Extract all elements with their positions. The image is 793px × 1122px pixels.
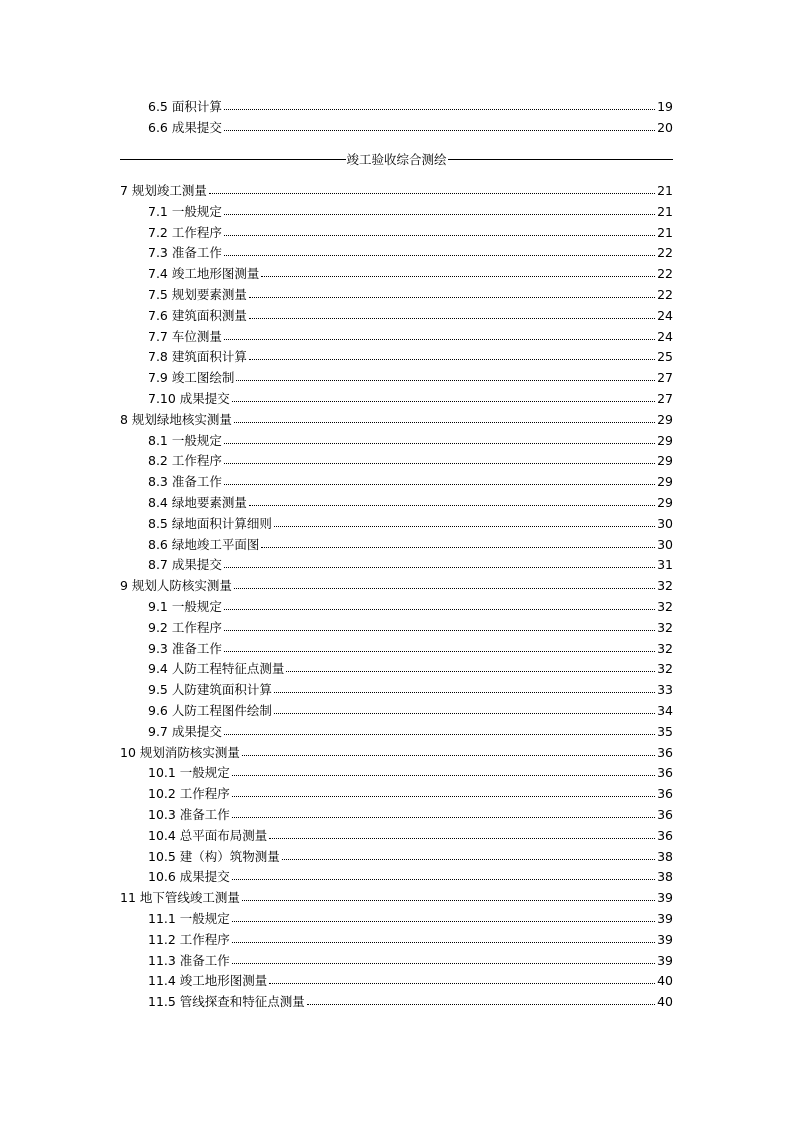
toc-entry[interactable] (148, 326, 673, 347)
toc-entry-page-number: 21 (657, 224, 673, 240)
toc-entry-page-number: 20 (657, 120, 673, 135)
toc-entry-page-number: 29 (657, 453, 673, 469)
toc-dot-leader (249, 283, 655, 298)
toc-entry-label: 7.9 竣工图绘制 (148, 370, 235, 386)
toc-entry-page-number: 32 (657, 640, 673, 656)
toc-entry-page-number: 38 (657, 848, 673, 864)
toc-entry[interactable] (148, 783, 673, 804)
toc-entry-label: 8.3 准备工作 (148, 474, 222, 490)
toc-entry-label: 9.7 成果提交 (148, 723, 222, 739)
toc-entry-label: 9.3 准备工作 (148, 640, 222, 656)
toc-entry-label: 7.4 竣工地形图测量 (148, 266, 260, 282)
toc-entry-page-number: 36 (657, 786, 673, 802)
toc-dot-leader (232, 928, 655, 943)
toc-entry-page-number: 35 (657, 723, 673, 739)
toc-entry[interactable] (148, 117, 673, 138)
toc-entry-label: 9 规划人防核实测量 (120, 578, 232, 594)
toc-entry-label: 8.1 一般规定 (148, 432, 222, 448)
toc-entry-page-number: 32 (657, 599, 673, 614)
toc-entry-label: 7.8 建筑面积计算 (148, 349, 247, 365)
toc-dot-leader (224, 325, 655, 340)
toc-entry-label: 7.2 工作程序 (148, 224, 222, 240)
toc-dot-leader (249, 345, 655, 360)
toc-entry[interactable] (148, 367, 673, 388)
toc-entry-label: 9.6 人防工程图件绘制 (148, 703, 272, 718)
toc-dot-leader (224, 241, 655, 256)
toc-entry-page-number: 19 (657, 99, 673, 114)
toc-entry-label: 8.4 绿地要素测量 (148, 495, 247, 510)
toc-entry[interactable] (148, 430, 673, 451)
toc-dot-leader (232, 761, 655, 776)
toc-dot-leader (224, 95, 655, 110)
toc-dot-leader (307, 990, 655, 1005)
toc-entry-page-number: 21 (657, 203, 673, 219)
toc-dot-leader (224, 449, 655, 464)
toc-entry-page-number: 36 (657, 744, 673, 760)
toc-dot-leader (274, 678, 655, 693)
toc-entry[interactable] (148, 284, 673, 305)
toc-entry-page-number: 36 (657, 807, 673, 822)
toc-entry-page-number: 22 (657, 287, 673, 302)
toc-entry-label: 8.2 工作程序 (148, 453, 222, 469)
toc-entry-page-number: 22 (657, 245, 673, 261)
toc-entry-label: 9.5 人防建筑面积计算 (148, 682, 272, 698)
toc-dot-leader (232, 907, 655, 922)
toc-entry[interactable] (148, 700, 673, 721)
toc-dot-leader (232, 865, 655, 880)
toc-entry-page-number: 29 (657, 411, 673, 427)
toc-dot-leader (249, 491, 655, 506)
toc-dot-leader (269, 824, 655, 839)
toc-entry[interactable] (148, 492, 673, 513)
toc-dot-leader (224, 116, 655, 131)
toc-entry-label: 6.5 面积计算 (148, 99, 222, 114)
toc-entry-page-number: 27 (657, 370, 673, 386)
toc-entry-label: 7.7 车位测量 (148, 328, 222, 344)
toc-entry[interactable] (148, 970, 673, 991)
toc-dot-leader (224, 637, 655, 652)
toc-entry-label: 10.5 建（构）筑物测量 (148, 848, 280, 864)
toc-dot-leader (249, 304, 655, 319)
toc-dot-leader (234, 408, 655, 423)
toc-entry-label: 11.5 管线探查和特征点测量 (148, 994, 305, 1010)
toc-entry[interactable] (148, 866, 673, 887)
toc-entry[interactable] (148, 679, 673, 700)
toc-entry[interactable] (148, 804, 673, 825)
toc-entry-label: 10.6 成果提交 (148, 869, 230, 885)
toc-entry-page-number: 36 (657, 765, 673, 781)
toc-entry[interactable] (148, 346, 673, 367)
toc-dot-leader (274, 512, 655, 527)
toc-entry[interactable] (148, 471, 673, 492)
toc-entry[interactable] (120, 887, 673, 908)
toc-entry[interactable] (148, 554, 673, 575)
section-heading-title: 竣工验收综合测绘 (346, 152, 447, 167)
toc-entry[interactable] (148, 991, 673, 1012)
toc-dot-leader (282, 845, 655, 860)
toc-entry[interactable] (120, 742, 673, 763)
toc-entry-page-number: 39 (657, 911, 673, 926)
section-heading (120, 148, 673, 170)
toc-entry[interactable] (148, 721, 673, 742)
toc-entry[interactable] (148, 929, 673, 950)
toc-entry[interactable] (148, 950, 673, 971)
toc-dot-leader (232, 387, 655, 402)
toc-dot-leader (242, 886, 655, 901)
toc-entry-page-number: 40 (657, 973, 673, 989)
toc-entry-page-number: 25 (657, 349, 673, 365)
toc-entry-page-number: 40 (657, 994, 673, 1010)
toc-entry[interactable] (120, 180, 673, 201)
toc-entry-label: 11 地下管线竣工测量 (120, 890, 240, 906)
toc-entry-label: 9.2 工作程序 (148, 619, 222, 635)
toc-entry[interactable] (148, 658, 673, 679)
toc-dot-leader (224, 553, 655, 568)
toc-entry-page-number: 39 (657, 952, 673, 968)
toc-entry[interactable] (148, 388, 673, 409)
toc-dot-leader (224, 720, 655, 735)
toc-entry-page-number: 32 (657, 578, 673, 594)
toc-entry[interactable] (148, 201, 673, 222)
toc-entry-label: 11.3 准备工作 (148, 952, 230, 968)
toc-entry-page-number: 39 (657, 931, 673, 947)
toc-entry[interactable] (148, 242, 673, 263)
toc-entry[interactable] (148, 222, 673, 243)
toc-dot-leader (232, 949, 655, 964)
toc-entry-page-number: 33 (657, 682, 673, 698)
toc-dot-leader (224, 616, 655, 631)
toc-entry-label: 10.3 准备工作 (148, 807, 230, 822)
toc-entry-page-number: 31 (657, 557, 673, 573)
toc-entry-label: 9.4 人防工程特征点测量 (148, 661, 285, 677)
toc-entry-page-number: 29 (657, 432, 673, 448)
toc-entry-page-number: 38 (657, 869, 673, 885)
heading-rule-left (120, 159, 346, 160)
toc-entry-page-number: 30 (657, 515, 673, 531)
toc-dot-leader (224, 200, 655, 215)
toc-entry-label: 6.6 成果提交 (148, 120, 222, 135)
toc-entry-label: 7 规划竣工测量 (120, 183, 207, 198)
toc-entry[interactable] (148, 96, 673, 117)
toc-entry-label: 11.1 一般规定 (148, 911, 230, 926)
toc-entry-page-number: 27 (657, 391, 673, 406)
toc-entry-page-number: 32 (657, 619, 673, 635)
toc-entry-label: 8.6 绿地竣工平面图 (148, 536, 260, 552)
toc-entry[interactable] (148, 762, 673, 783)
toc-entry-page-number: 29 (657, 474, 673, 490)
toc-entry-page-number: 36 (657, 827, 673, 843)
toc-dot-leader (269, 969, 655, 984)
toc-entry[interactable] (148, 846, 673, 867)
toc-dot-leader (261, 533, 655, 548)
toc-entry-label: 8.5 绿地面积计算细则 (148, 515, 272, 531)
toc-entry-page-number: 21 (657, 183, 673, 198)
toc-entry-label: 10.2 工作程序 (148, 786, 230, 802)
toc-entry-label: 7.6 建筑面积测量 (148, 307, 247, 323)
toc-entry-page-number: 34 (657, 703, 673, 718)
toc-entry[interactable] (120, 409, 673, 430)
toc-entry-label: 10.1 一般规定 (148, 765, 230, 781)
toc-entry[interactable] (148, 534, 673, 555)
toc-entry[interactable] (148, 513, 673, 534)
toc-entry-label: 7.3 准备工作 (148, 245, 222, 261)
toc-entry-label: 7.1 一般规定 (148, 203, 222, 219)
toc-entry[interactable] (148, 638, 673, 659)
toc-entry-label: 7.5 规划要素测量 (148, 287, 247, 302)
toc-dot-leader (234, 574, 655, 589)
toc-dot-leader (224, 429, 655, 444)
toc-dot-leader (232, 803, 655, 818)
toc-dot-leader (224, 470, 655, 485)
toc-entry[interactable] (148, 305, 673, 326)
toc-entry-page-number: 29 (657, 495, 673, 510)
toc-entry-page-number: 24 (657, 307, 673, 323)
toc-entry-label: 7.10 成果提交 (148, 391, 230, 406)
toc-entry[interactable] (148, 825, 673, 846)
toc-dot-leader (274, 699, 655, 714)
toc-entry-page-number: 24 (657, 328, 673, 344)
toc-entry-page-number: 32 (657, 661, 673, 677)
toc-entry-label: 11.2 工作程序 (148, 931, 230, 947)
toc-dot-leader (224, 595, 655, 610)
toc-dot-leader (232, 782, 655, 797)
toc-dot-leader (224, 221, 655, 236)
toc-dot-leader (242, 741, 655, 756)
toc-entry-label: 8.7 成果提交 (148, 557, 222, 573)
toc-dot-leader (236, 366, 655, 381)
toc-entry-page-number: 39 (657, 890, 673, 906)
toc-entry-label: 9.1 一般规定 (148, 599, 222, 614)
toc-entry[interactable] (148, 908, 673, 929)
toc-dot-leader (261, 262, 655, 277)
toc-entry-page-number: 22 (657, 266, 673, 282)
toc-entry[interactable] (148, 263, 673, 284)
toc-entry-page-number: 30 (657, 536, 673, 552)
heading-rule-right (448, 159, 674, 160)
toc-dot-leader (286, 657, 655, 672)
toc-entry-label: 11.4 竣工地形图测量 (148, 973, 268, 989)
toc-entry[interactable] (120, 575, 673, 596)
toc-entry-label: 10.4 总平面布局测量 (148, 827, 268, 843)
toc-dot-leader (209, 179, 655, 194)
toc-entry[interactable] (148, 617, 673, 638)
toc-entry[interactable] (148, 450, 673, 471)
toc-entry[interactable] (148, 596, 673, 617)
toc-entry-label: 8 规划绿地核实测量 (120, 411, 232, 427)
toc-entry-label: 10 规划消防核实测量 (120, 744, 240, 760)
